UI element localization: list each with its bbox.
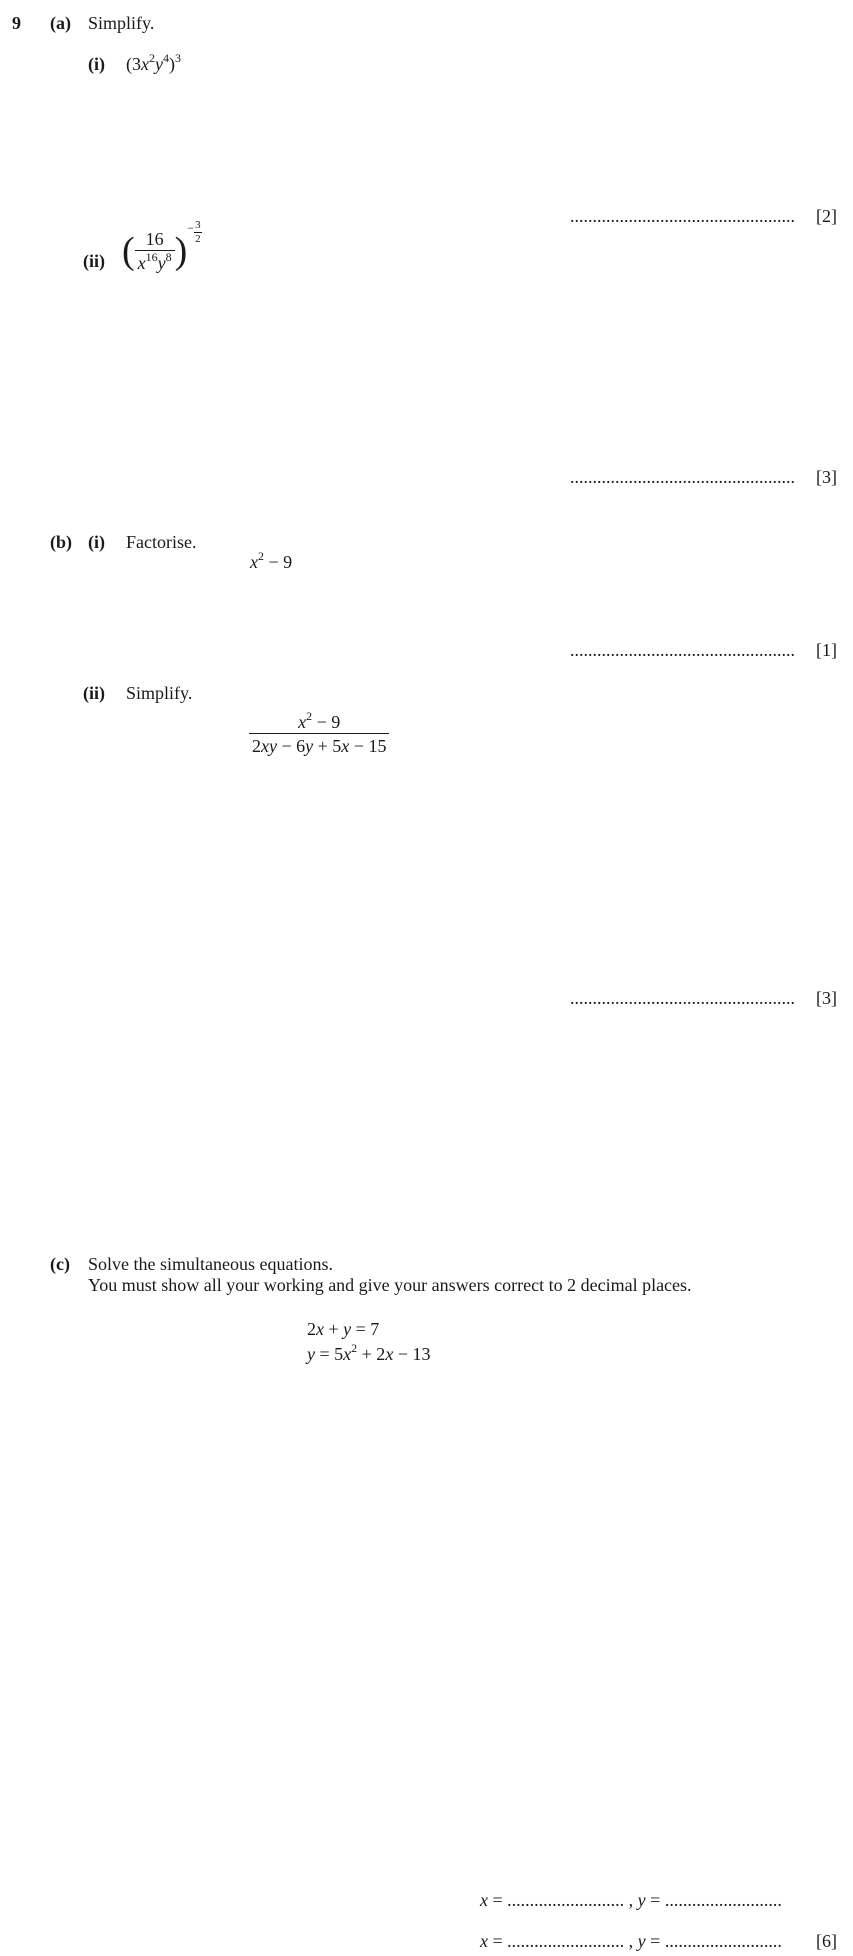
answer-x-2[interactable]: ..........................: [507, 1931, 625, 1951]
part-b-ii-expression: $\frac{x^2 - 9}{2xy - 6y + 5x - 15}$: [249, 713, 389, 755]
part-a-ii-label: (ii): [83, 251, 105, 271]
question-number: 9: [12, 13, 21, 33]
marks-b-i: [1]: [816, 640, 837, 660]
answer-y-2[interactable]: ..........................: [664, 1931, 782, 1951]
marks-a-ii: [3]: [816, 467, 837, 487]
part-c-label: (c): [50, 1254, 70, 1274]
equation-1: 2x + y = 7: [307, 1319, 380, 1339]
answer-row-1: x = .......................... , y = ..........................: [480, 1890, 782, 1910]
part-b-ii-label: (ii): [83, 683, 105, 703]
equation-2: $y = 5x^2 + 2x - 13$: [307, 1341, 431, 1364]
part-c-instruction-1: Solve the simultaneous equations.: [88, 1254, 333, 1274]
answer-row-2: x = .......................... , y = ..........................: [480, 1931, 782, 1951]
part-a-instruction: Simplify.: [88, 13, 155, 33]
part-b-i-label: (i): [88, 532, 105, 552]
answer-x-1[interactable]: ..........................: [507, 1890, 625, 1910]
part-b-label: (b): [50, 532, 72, 552]
part-a-i-expression: $(3x^2y^4)^3$: [126, 51, 181, 74]
answer-line-b-ii[interactable]: ..................................................: [570, 989, 795, 1007]
part-c-instruction-2: You must show all your working and give your answers correct to 2 decimal places.: [88, 1275, 692, 1295]
part-a-i-label: (i): [88, 54, 105, 74]
part-b-i-instruction: Factorise.: [126, 532, 197, 552]
answer-line-a-i[interactable]: ..................................................: [570, 207, 795, 225]
part-b-ii-instruction: Simplify.: [126, 683, 193, 703]
marks-c: [6]: [816, 1931, 837, 1951]
answer-y-1[interactable]: ..........................: [664, 1890, 782, 1910]
answer-line-a-ii[interactable]: ..................................................: [570, 468, 795, 486]
part-a-label: (a): [50, 13, 71, 33]
part-b-i-expression: $x^2 - 9$: [250, 549, 293, 572]
marks-a-i: [2]: [816, 206, 837, 226]
answer-line-b-i[interactable]: ..................................................: [570, 641, 795, 659]
part-a-ii-expression: ( $\frac{16}{x^{16}y^8}$ )− $\frac{3}{2}$: [122, 219, 201, 273]
marks-b-ii: [3]: [816, 988, 837, 1008]
